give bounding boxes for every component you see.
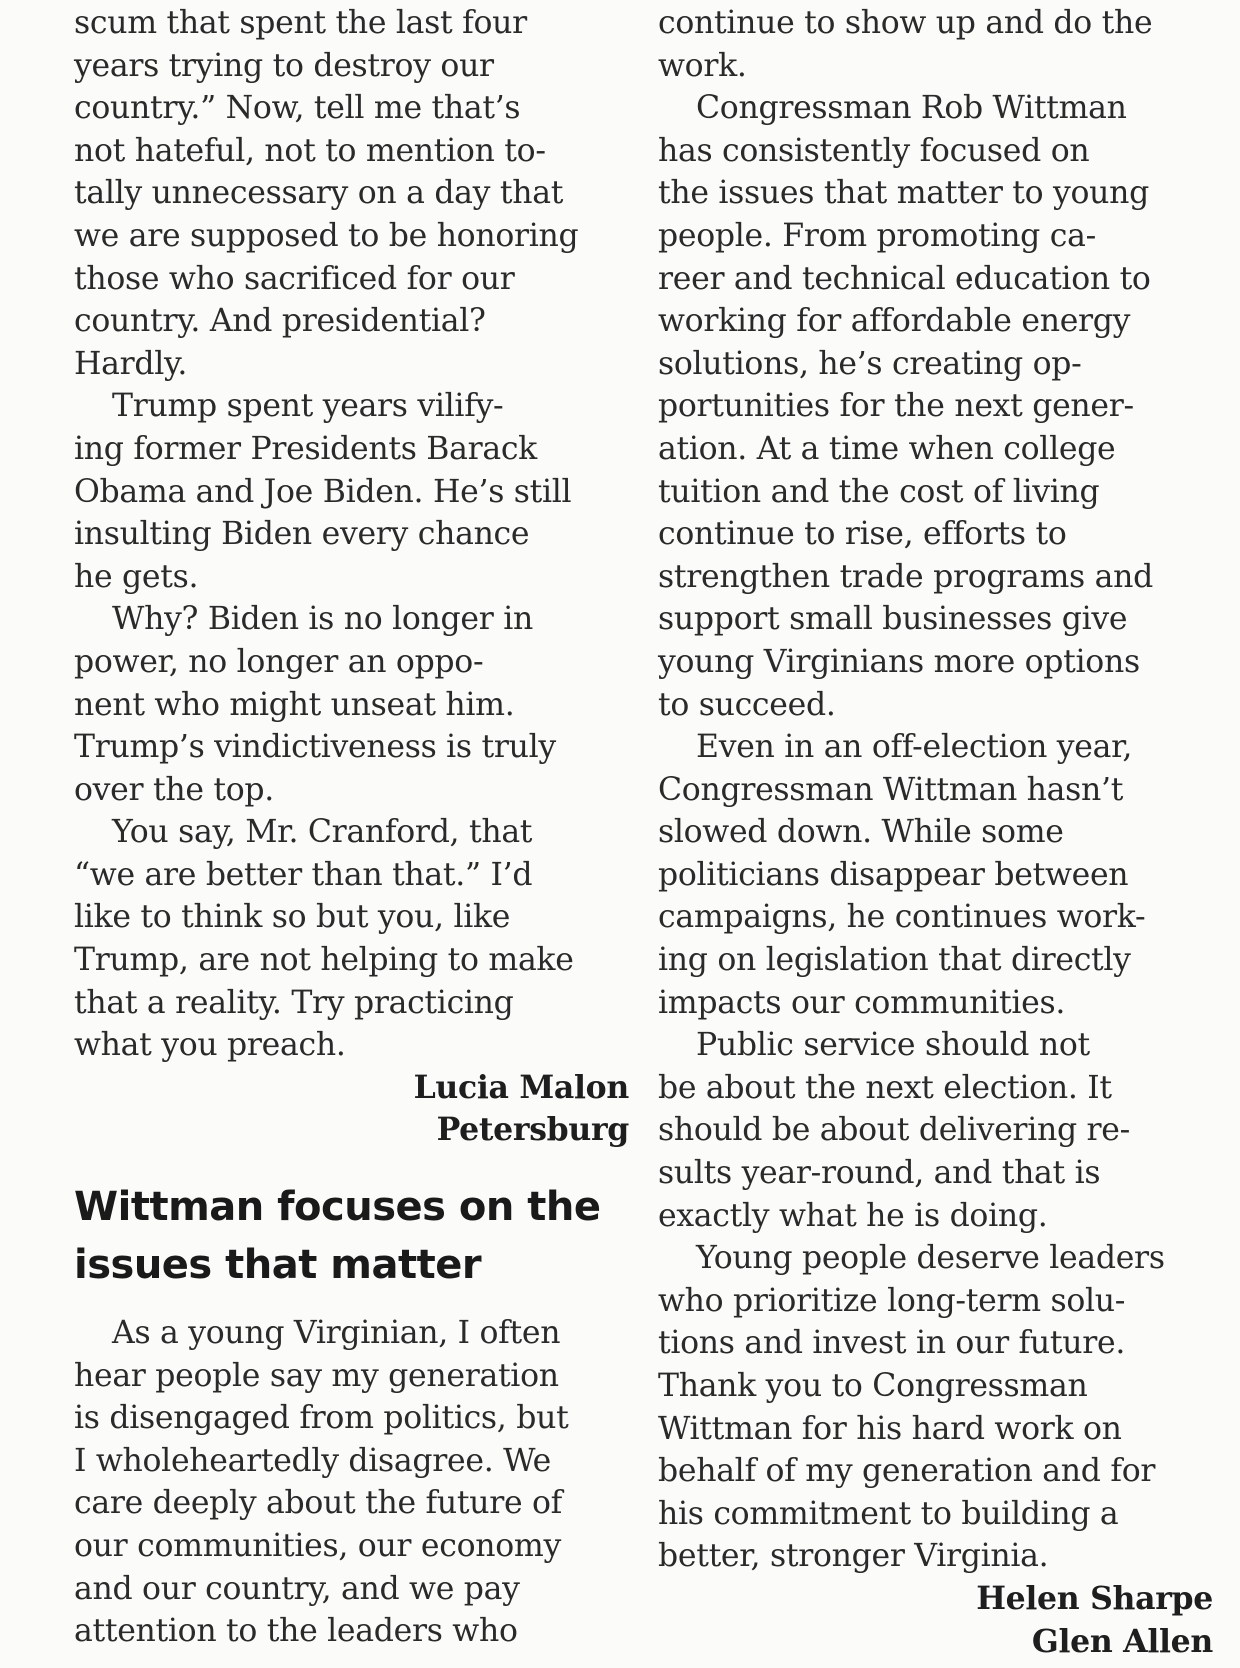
text-line: tally unnecessary on a day that: [74, 175, 564, 212]
text-line: years trying to destroy our: [74, 47, 494, 84]
text-line: nent who might unseat him.: [74, 686, 515, 723]
text-line: to succeed.: [658, 686, 836, 723]
right-column: [658, 2, 1213, 1663]
text-line: solutions, he’s creating op-: [658, 345, 1082, 382]
text-line: strengthen trade programs and: [658, 558, 1153, 595]
text-line: politicians disappear between: [658, 856, 1129, 893]
text-line: country. And presidential?: [74, 303, 486, 340]
text-line: the issues that matter to young: [658, 175, 1150, 212]
text-line: behalf of my generation and for: [658, 1453, 1156, 1490]
text-line: not hateful, not to mention to-: [74, 132, 546, 169]
text-line: tions and invest in our future.: [658, 1325, 1126, 1362]
text-line: should be about delivering re-: [658, 1112, 1130, 1149]
text-line: ation. At a time when college: [658, 430, 1116, 467]
text-line: his commitment to building a: [658, 1495, 1119, 1532]
text-line: Trump’s vindictiveness is truly: [74, 729, 556, 766]
signature-city: Petersburg: [436, 1111, 629, 1149]
text-line: reer and technical education to: [658, 260, 1151, 297]
text-line: has consistently focused on: [658, 132, 1090, 169]
text-line: Thank you to Congressman: [658, 1368, 1088, 1404]
text-line: support small businesses give: [658, 601, 1128, 638]
text-line: care deeply about the future of: [74, 1485, 563, 1522]
text-line: ing on legislation that directly: [658, 942, 1131, 979]
text-line: those who sacrificed for our: [74, 260, 515, 297]
text-line: what you preach.: [74, 1027, 346, 1064]
text-line: Hardly.: [74, 345, 188, 382]
text-line: tuition and the cost of living: [658, 473, 1100, 510]
text-line: Young people deserve leaders: [696, 1240, 1165, 1277]
text-line: is disengaged from politics, but: [74, 1400, 569, 1437]
text-line: exactly what he is doing.: [658, 1197, 1048, 1234]
letter-headline: [74, 1178, 629, 1294]
left-column: [74, 2, 629, 1653]
text-line: scum that spent the last four: [74, 5, 527, 41]
text-line: continue to show up and do the: [658, 5, 1153, 41]
text-line: slowed down. While some: [658, 814, 1064, 851]
text-line: Why? Biden is no longer in: [112, 601, 533, 638]
text-line: our communities, our economy: [74, 1528, 561, 1564]
text-line: Congressman Wittman hasn’t: [658, 771, 1124, 808]
text-line: working for affordable energy: [658, 303, 1131, 340]
text-line: be about the next election. It: [658, 1069, 1112, 1106]
text-line: young Virginians more options: [658, 643, 1140, 680]
text-line: Even in an off-election year,: [696, 729, 1133, 766]
text-line: that a reality. Try practicing: [74, 984, 514, 1021]
text-line: campaigns, he continues work-: [658, 899, 1146, 936]
text-line: we are supposed to be honoring: [74, 217, 579, 254]
text-line: You say, Mr. Cranford, that: [112, 814, 533, 851]
signature-city: Glen Allen: [1031, 1622, 1213, 1660]
text-line: As a young Virginian, I often: [112, 1315, 561, 1352]
text-line: Trump spent years vilify-: [112, 388, 504, 425]
text-line: ing former Presidents Barack: [74, 430, 537, 467]
text-line: and our country, and we pay: [74, 1570, 520, 1607]
headline-line: issues that matter: [74, 1242, 482, 1289]
letter-wittman-body: [74, 1312, 629, 1653]
text-line: Public service should not: [696, 1027, 1090, 1064]
letter-cranford-response: [74, 2, 629, 1152]
text-line: like to think so but you, like: [74, 899, 511, 936]
text-line: insulting Biden every chance: [74, 516, 530, 553]
text-line: continue to rise, efforts to: [658, 516, 1067, 553]
signature-name: Lucia Malon: [413, 1068, 629, 1106]
text-line: Congressman Rob Wittman: [696, 90, 1127, 127]
text-line: over the top.: [74, 771, 274, 808]
signature-name: Helen Sharpe: [976, 1579, 1213, 1617]
text-line: power, no longer an oppo-: [74, 643, 484, 680]
text-line: country.” Now, tell me that’s: [74, 90, 521, 127]
text-line: he gets.: [74, 558, 199, 595]
headline-line: Wittman focuses on the: [74, 1184, 601, 1231]
text-line: who prioritize long-term solu-: [658, 1282, 1126, 1319]
text-line: portunities for the next gener-: [658, 388, 1134, 425]
text-line: people. From promoting ca-: [658, 217, 1096, 254]
text-line: work.: [658, 47, 747, 84]
text-line: Obama and Joe Biden. He’s still: [74, 473, 572, 510]
text-line: hear people say my generation: [74, 1357, 559, 1394]
text-line: sults year-round, and that is: [658, 1155, 1101, 1192]
text-line: Trump, are not helping to make: [74, 942, 574, 979]
letter-wittman-continued: [658, 2, 1213, 1578]
text-line: better, stronger Virginia.: [658, 1538, 1049, 1575]
text-line: I wholeheartedly disagree. We: [74, 1442, 551, 1479]
text-line: “we are better than that.” I’d: [74, 856, 533, 893]
text-line: Wittman for his hard work on: [658, 1410, 1122, 1447]
text-line: attention to the leaders who: [74, 1613, 518, 1650]
text-line: impacts our communities.: [658, 984, 1066, 1021]
